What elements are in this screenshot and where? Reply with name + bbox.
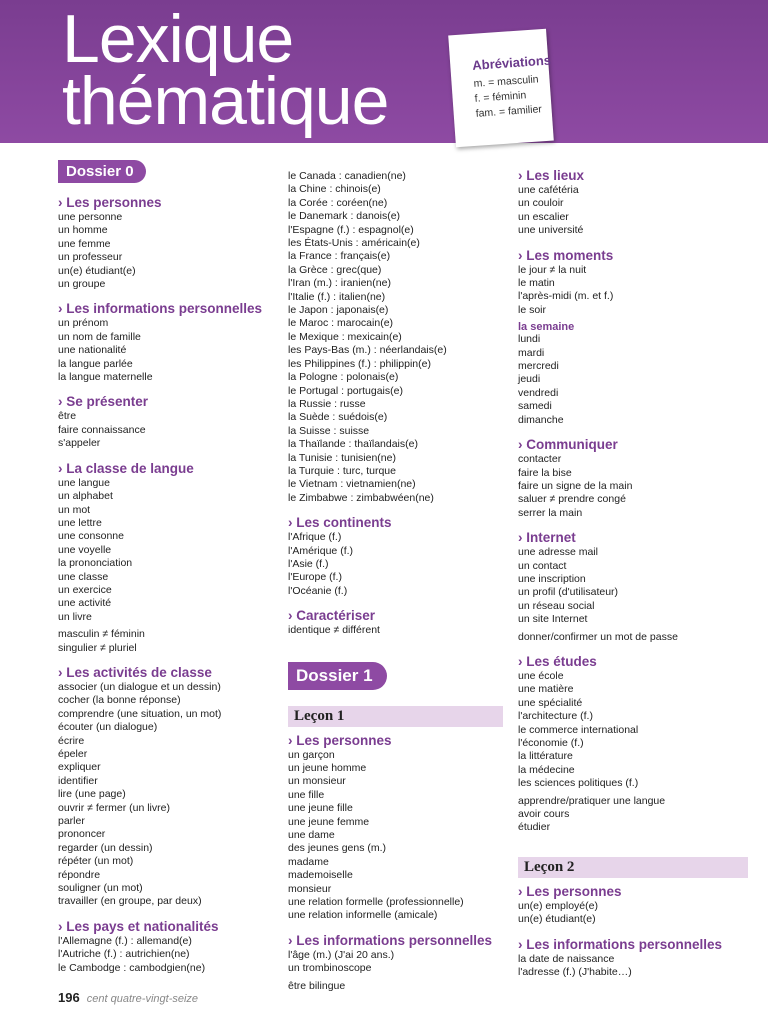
vocab-item: le Portugal : portugais(e): [288, 384, 403, 397]
title-line-2: thématique: [62, 63, 389, 139]
vocab-item: serrer la main: [518, 506, 583, 519]
section-title: › Les informations personnelles: [58, 301, 263, 317]
vocab-item: un exercice: [58, 583, 112, 596]
vocab-item: un prénom: [58, 317, 109, 330]
vocab-item: une inscription: [518, 572, 586, 585]
vocab-item: des jeunes gens (m.): [288, 842, 387, 855]
vocab-item: les Philippines (f.) : philippin(e): [288, 357, 431, 370]
vocab-item: un garçon: [288, 748, 335, 761]
vocab-section: [518, 884, 748, 927]
vocab-section: [288, 933, 503, 993]
vocab-item: un site Internet: [518, 613, 588, 626]
vocab-item: un professeur: [58, 251, 123, 264]
vocab-item: travailler (en groupe, par deux): [58, 895, 202, 908]
vocab-item: un alphabet: [58, 490, 113, 503]
vocab-item: la Thaïlande : thaïlandais(e): [288, 438, 418, 451]
vocab-item: le Danemark : danois(e): [288, 210, 401, 223]
subsection-title: la semaine: [518, 321, 575, 334]
vocab-item: un trombinoscope: [288, 962, 372, 975]
column-1-sections: [58, 195, 278, 975]
vocab-section: [58, 919, 278, 975]
vocab-item: une spécialité: [518, 696, 583, 709]
vocab-item: le Cambodge : cambodgien(ne): [58, 961, 206, 974]
vocab-item: le Vietnam : vietnamien(ne): [288, 478, 416, 491]
vocab-item: l'âge (m.) (J'ai 20 ans.): [288, 948, 395, 961]
vocab-section: [58, 461, 278, 655]
vocab-item: la date de naissance: [518, 952, 615, 965]
vocab-item: la médecine: [518, 763, 575, 776]
countries-list: [288, 170, 503, 505]
vocab-item: une langue: [58, 476, 110, 489]
vocab-item: associer (un dialogue et un dessin): [58, 680, 221, 693]
vocab-item: un mot: [58, 503, 91, 516]
vocab-item: la Turquie : turc, turque: [288, 464, 396, 477]
vocab-item: mercredi: [518, 360, 559, 373]
section-title: › Les personnes: [518, 883, 622, 899]
vocab-section: [58, 301, 278, 384]
vocab-item: identique ≠ différent: [288, 624, 380, 637]
vocab-item: l'Afrique (f.): [288, 531, 342, 544]
vocab-item: être bilingue: [288, 979, 346, 992]
vocab-item: le commerce international: [518, 723, 639, 736]
vocab-item: l'Allemagne (f.) : allemand(e): [58, 934, 192, 947]
abbreviations-title: Abréviations: [471, 52, 552, 73]
page-number-words: cent quatre-vingt-seize: [86, 993, 199, 1005]
vocab-section: [288, 608, 503, 637]
vocab-item: monsieur: [288, 882, 332, 895]
vocab-item: madame: [288, 855, 329, 868]
vocab-item: mademoiselle: [288, 869, 353, 882]
vocab-item: une adresse mail: [518, 546, 598, 559]
vocab-item: répondre: [58, 868, 101, 881]
vocab-item: jeudi: [518, 373, 541, 386]
vocab-item: épeler: [58, 748, 88, 760]
page-number: 196: [58, 990, 80, 1005]
vocab-item: un réseau social: [518, 599, 595, 612]
vocab-item: un homme: [58, 224, 108, 237]
vocab-item: un(e) étudiant(e): [518, 913, 596, 926]
abbreviation-line: m. = masculin: [473, 73, 539, 90]
vocab-item: regarder (un dessin): [58, 841, 153, 854]
vocab-section: [518, 937, 748, 980]
vocab-item: l'Océanie (f.): [288, 584, 348, 597]
vocab-item: un groupe: [58, 278, 106, 291]
vocab-item: une matière: [518, 683, 574, 696]
lecon-1-heading: Leçon 1: [288, 706, 503, 727]
lecon-2-sections: [518, 884, 748, 980]
vocab-item: la Suède : suédois(e): [288, 411, 388, 424]
vocab-item: un nom de famille: [58, 330, 141, 343]
vocab-item: l'Espagne (f.) : espagnol(e): [288, 223, 414, 236]
vocab-item: une nationalité: [58, 344, 127, 357]
vocab-item: avoir cours: [518, 808, 570, 821]
vocab-item: l'après-midi (m. et f.): [518, 290, 614, 303]
vocab-item: un monsieur: [288, 775, 346, 788]
vocab-item: lire (une page): [58, 788, 126, 801]
vocab-item: une dame: [288, 829, 335, 842]
vocab-item: la Suisse : suisse: [288, 424, 370, 437]
section-title: › Les pays et nationalités: [58, 918, 219, 934]
vocab-item: masculin ≠ féminin: [58, 628, 145, 641]
column-1: [58, 160, 278, 985]
vocab-item: ouvrir ≠ fermer (un livre): [58, 801, 170, 814]
vocab-item: une fille: [288, 788, 325, 801]
vocab-item: la langue maternelle: [58, 371, 153, 384]
vocab-item: les Pays-Bas (m.) : néerlandais(e): [288, 344, 447, 357]
vocab-item: la Grèce : grec(que): [288, 263, 382, 276]
vocab-item: être: [58, 410, 77, 423]
vocab-item: apprendre/pratiquer une langue: [518, 794, 666, 807]
vocab-item: l'Italie (f.) : italien(ne): [288, 290, 386, 303]
vocab-item: comprendre (une situation, un mot): [58, 707, 222, 720]
vocab-item: souligner (un mot): [58, 882, 143, 895]
vocab-item: un(e) employé(e): [518, 899, 598, 912]
vocab-item: le Canada : canadien(ne): [288, 170, 406, 182]
column-3: [518, 168, 748, 989]
vocab-item: un contact: [518, 559, 567, 572]
vocab-item: identifier: [58, 774, 98, 787]
vocab-item: une relation formelle (professionnelle): [288, 896, 464, 909]
vocab-item: la Russie : russe: [288, 397, 366, 410]
vocab-item: étudier: [518, 821, 551, 834]
vocab-item: l'Asie (f.): [288, 557, 329, 570]
vocab-item: une consonne: [58, 530, 124, 543]
vocab-item: parler: [58, 815, 85, 828]
vocab-item: contacter: [518, 453, 562, 466]
vocab-item: le Japon : japonais(e): [288, 304, 389, 317]
vocab-item: une relation informelle (amicale): [288, 909, 438, 922]
vocab-item: le soir: [518, 303, 547, 316]
header-banner: [0, 0, 768, 143]
vocab-item: samedi: [518, 400, 552, 413]
vocab-item: un couloir: [518, 197, 564, 210]
section-title: › Les continents: [288, 515, 392, 531]
vocab-item: s'appeler: [58, 437, 101, 450]
column-2: [288, 170, 503, 1003]
vocab-item: la Tunisie : tunisien(ne): [288, 451, 396, 464]
abbreviations-card: [448, 29, 554, 148]
vocab-item: l'Autriche (f.) : autrichien(ne): [58, 948, 190, 961]
vocab-item: la Pologne : polonais(e): [288, 371, 399, 384]
vocab-item: le matin: [518, 277, 555, 290]
column-3-sections: [518, 168, 748, 835]
vocab-item: l'Iran (m.) : iranien(ne): [288, 277, 391, 290]
vocab-item: l'architecture (f.): [518, 710, 593, 723]
vocab-section: [518, 654, 748, 835]
vocab-item: la France : français(e): [288, 250, 391, 263]
vocab-item: une école: [518, 669, 564, 682]
vocab-item: l'Amérique (f.): [288, 544, 354, 557]
vocab-item: un jeune homme: [288, 762, 367, 774]
vocab-item: la littérature: [518, 750, 573, 763]
vocab-item: l'adresse (f.) (J'habite…): [518, 966, 632, 979]
dossier-0-badge: Dossier 0: [58, 160, 146, 183]
vocab-section: [58, 394, 278, 450]
vocab-section: [518, 248, 748, 427]
section-title: › Les personnes: [58, 195, 162, 210]
section-title: › Les informations personnelles: [288, 932, 493, 948]
vocab-item: une jeune femme: [288, 815, 370, 828]
vocab-item: la Corée : coréen(ne): [288, 196, 388, 209]
vocab-item: une femme: [58, 237, 111, 250]
vocab-item: le Zimbabwe : zimbabwéen(ne): [288, 491, 434, 504]
section-title: › La classe de langue: [58, 460, 194, 476]
vocab-section: [518, 168, 748, 238]
section-title: › Les personnes: [288, 732, 392, 748]
vocab-item: faire un signe de la main: [518, 479, 633, 492]
vocab-item: écouter (un dialogue): [58, 721, 158, 734]
vocab-item: l'économie (f.): [518, 737, 584, 749]
section-title: › Communiquer: [518, 437, 618, 453]
page-footer: [58, 990, 198, 1005]
vocab-item: prononcer: [58, 828, 106, 841]
vocab-item: le jour ≠ la nuit: [518, 263, 587, 276]
vocab-item: la prononciation: [58, 557, 133, 570]
vocab-item: singulier ≠ pluriel: [58, 641, 137, 654]
vocab-item: un(e) étudiant(e): [58, 264, 136, 277]
vocab-item: un escalier: [518, 210, 569, 223]
section-title: › Les lieux: [518, 168, 585, 183]
title-line-1: Lexique: [62, 1, 294, 77]
vocab-item: une jeune fille: [288, 802, 353, 815]
vocab-item: lundi: [518, 333, 541, 346]
section-title: › Les informations personnelles: [518, 936, 723, 952]
lecon-1-sections: [288, 733, 503, 994]
vocab-item: faire connaissance: [58, 423, 146, 436]
vocab-item: l'Europe (f.): [288, 571, 342, 584]
vocab-item: donner/confirmer un mot de passe: [518, 630, 678, 643]
vocab-item: répéter (un mot): [58, 855, 134, 868]
abbreviation-line: f. = féminin: [474, 89, 527, 105]
section-title: › Les moments: [518, 247, 614, 263]
section-title: › Se présenter: [58, 394, 149, 410]
vocab-item: une université: [518, 224, 584, 237]
vocab-item: mardi: [518, 346, 545, 359]
vocab-item: le Maroc : marocain(e): [288, 317, 394, 330]
vocab-item: une lettre: [58, 516, 102, 529]
vocab-item: expliquer: [58, 761, 101, 774]
vocab-section: [518, 530, 748, 644]
vocab-item: vendredi: [518, 386, 559, 399]
column-2-sections: [288, 515, 503, 637]
section-title: › Les activités de classe: [58, 664, 212, 680]
vocab-item: écrire: [58, 734, 85, 747]
vocab-section: [518, 437, 748, 520]
vocab-section: [58, 195, 278, 291]
vocab-item: le Mexique : mexicain(e): [288, 330, 402, 343]
vocab-section: [288, 733, 503, 923]
page-title: [62, 1, 389, 139]
vocab-section: [58, 665, 278, 909]
vocab-item: dimanche: [518, 413, 564, 426]
vocab-item: la Chine : chinois(e): [288, 183, 381, 196]
vocab-item: une classe: [58, 570, 109, 583]
vocab-item: une personne: [58, 211, 123, 223]
section-title: › Les études: [518, 653, 597, 669]
vocab-item: saluer ≠ prendre congé: [518, 493, 626, 506]
vocab-item: faire la bise: [518, 466, 572, 479]
vocab-section: [288, 515, 503, 598]
vocab-item: la langue parlée: [58, 357, 133, 370]
vocab-item: une voyelle: [58, 543, 112, 556]
vocab-item: une cafétéria: [518, 184, 579, 196]
abbreviation-line: fam. = familier: [475, 103, 543, 120]
section-title: › Caractériser: [288, 608, 376, 624]
lecon-2-heading: Leçon 2: [518, 857, 748, 878]
vocab-item: une activité: [58, 597, 112, 610]
vocab-item: les États-Unis : américain(e): [288, 237, 420, 250]
section-title: › Internet: [518, 530, 576, 546]
vocab-item: un profil (d'utilisateur): [518, 586, 619, 599]
vocab-item: les sciences politiques (f.): [518, 777, 639, 790]
vocab-item: un livre: [58, 610, 92, 623]
vocab-item: cocher (la bonne réponse): [58, 694, 181, 707]
dossier-1-badge: Dossier 1: [288, 662, 387, 690]
